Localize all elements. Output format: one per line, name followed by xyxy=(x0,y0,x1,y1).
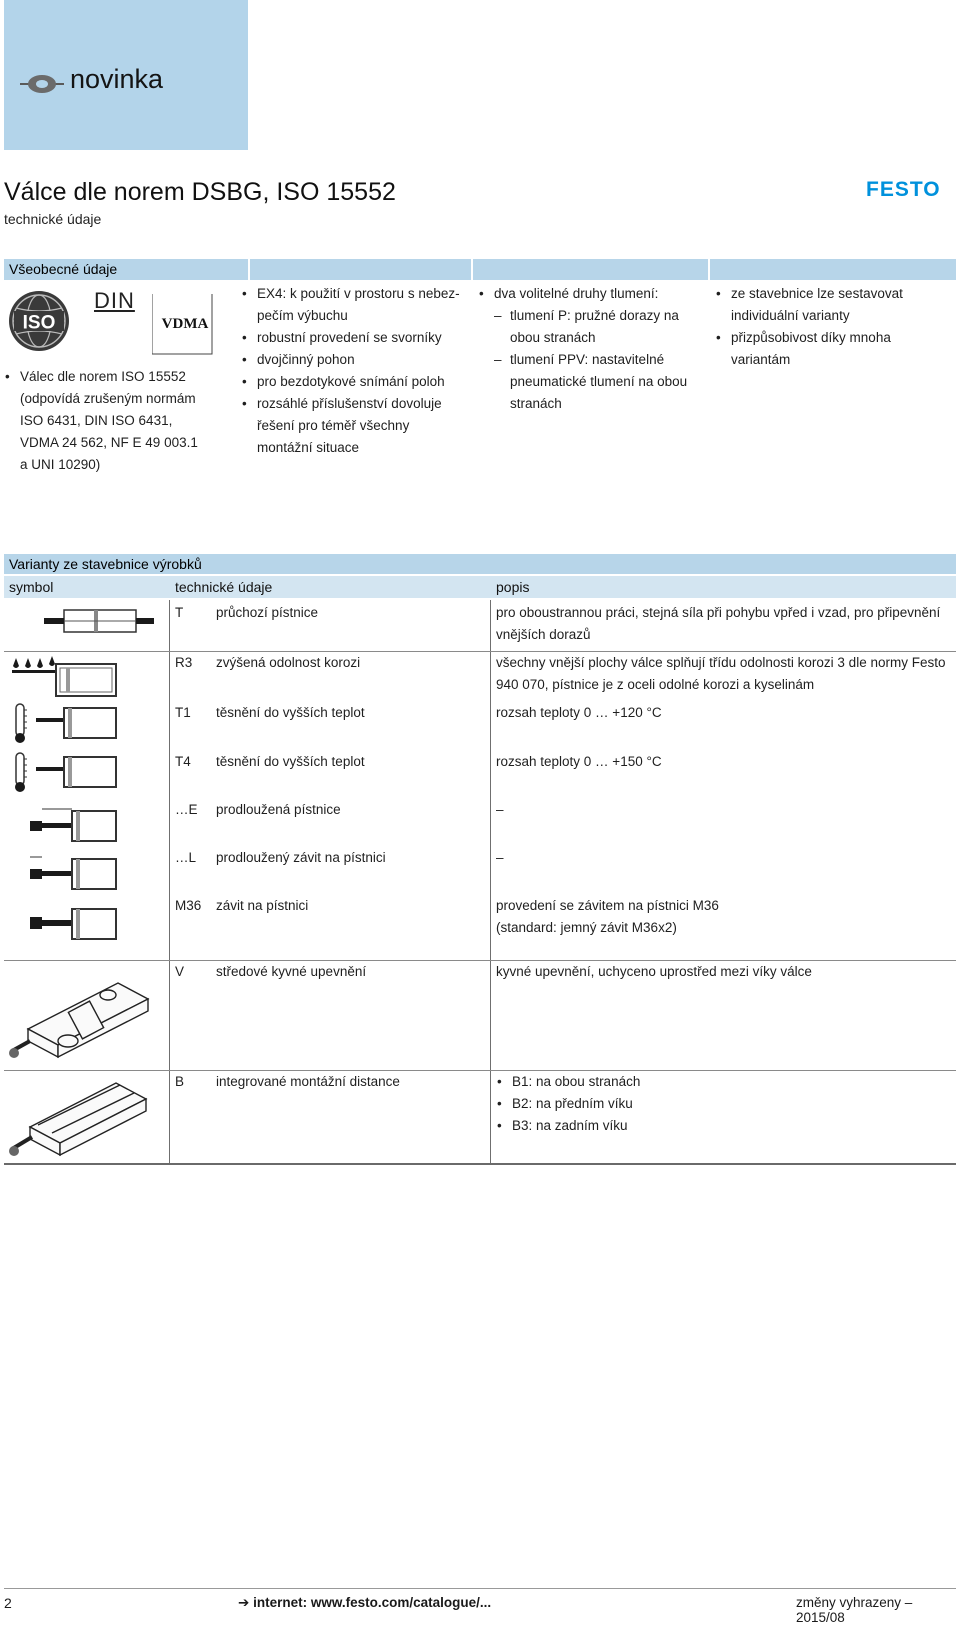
table-row xyxy=(4,652,956,702)
din-logo: DIN xyxy=(94,288,135,313)
general-col3-subitem: – tlumení P: pružné dorazy na obou stranách xyxy=(494,305,703,349)
table-row xyxy=(4,961,956,1069)
variant-code: …E xyxy=(175,802,198,817)
variant-name: prodloužený závit na pístnici xyxy=(216,850,386,865)
variant-desc: rozsah teploty 0 … +120 °C xyxy=(496,705,662,720)
through-rod-cylinder-icon xyxy=(44,608,154,634)
variant-desc: všechny vnější plochy válce splňují třídu odolnosti korozi 3 dle normy Festo 940 070, pístnice je z oceli odolné korozi a kyselinám xyxy=(496,655,946,692)
general-col1-line: a UNI 10290) xyxy=(20,457,101,472)
variant-code: M36 xyxy=(175,898,202,913)
heat-resistant-seal-icon xyxy=(10,702,120,744)
table-bottom-rule xyxy=(4,1163,956,1165)
trunnion-cylinder-image xyxy=(8,969,158,1065)
iso-logo xyxy=(8,290,70,352)
variant-desc: provedení se závitem na pístnici M36 (standard: jemný závit M36x2) xyxy=(496,898,719,935)
general-col1 xyxy=(4,366,234,476)
general-col2-item: • dvojčinný pohon xyxy=(241,349,466,371)
general-col4-item: • ze stavebnice lze sestavovat individuální varianty xyxy=(715,283,915,327)
general-col1-line: ISO 6431, DIN ISO 6431, xyxy=(20,413,173,428)
variants-section-title: Varianty ze stavebnice výrobků xyxy=(9,556,202,572)
catalogue-link-text: internet: www.festo.com/catalogue/... xyxy=(253,1595,492,1610)
variants-table-header xyxy=(4,576,956,598)
table-row xyxy=(4,702,956,750)
header-desc: popis xyxy=(496,579,530,595)
header-tech: technické údaje xyxy=(175,579,273,595)
general-col2-item: • pro bezdotykové snímání poloh xyxy=(241,371,466,393)
change-notice: změny vyhrazeny – 2015/08 xyxy=(796,1595,913,1625)
iso-logo-text: ISO xyxy=(22,312,56,334)
festo-logo-text: FESTO xyxy=(866,178,941,200)
general-col4-item: • přizpůsobivost díky mnoha variantám xyxy=(715,327,915,371)
table-row xyxy=(4,1071,956,1163)
variant-code: …L xyxy=(175,850,197,865)
page-number: 2 xyxy=(4,1595,12,1611)
variant-code: T1 xyxy=(175,705,191,720)
vdma-logo-text: VDMA xyxy=(161,316,209,332)
variant-code: B xyxy=(175,1074,185,1089)
variant-code: V xyxy=(175,964,185,979)
table-row xyxy=(4,895,956,959)
variant-name: zvýšená odolnost korozi xyxy=(216,655,361,670)
general-col2-item: • robustní provedení se svorníky xyxy=(241,327,466,349)
rod-thread-icon xyxy=(30,901,120,941)
table-row xyxy=(4,799,956,847)
variant-desc: rozsah teploty 0 … +150 °C xyxy=(496,754,662,769)
heat-resistant-seal-icon xyxy=(10,751,120,793)
bullet-icon: • xyxy=(5,369,10,384)
variant-desc: – xyxy=(496,802,504,817)
footer-rule xyxy=(4,1588,956,1589)
table-row xyxy=(4,751,956,799)
general-col3-subitem: – tlumení PPV: nastavitelné pneumatické tlumení na obou stranách xyxy=(494,349,703,415)
variant-code: R3 xyxy=(175,655,193,670)
variant-name: závit na pístnici xyxy=(216,898,309,913)
variant-name: prodloužená pístnice xyxy=(216,802,341,817)
variant-name: středové kyvné upevnění xyxy=(216,964,367,979)
general-col1-line: (odpovídá zrušeným normám xyxy=(20,391,196,406)
page-subtitle: technické údaje xyxy=(4,211,102,227)
arrow-right-icon: ➔ xyxy=(238,1595,250,1610)
general-section-title: Všeobecné údaje xyxy=(9,261,118,277)
novinka-label: novinka xyxy=(70,64,164,94)
general-col2 xyxy=(241,283,466,459)
variant-desc: – xyxy=(496,850,504,865)
extended-rod-icon xyxy=(30,803,120,843)
header-symbol: symbol xyxy=(9,579,54,595)
variant-desc: kyvné upevnění, uchyceno uprostřed mezi víky válce xyxy=(496,964,812,979)
general-col4 xyxy=(715,283,915,371)
table-row xyxy=(4,600,956,650)
table-row xyxy=(4,847,956,895)
general-col3-intro-text: dva volitelné druhy tlumení: xyxy=(494,286,659,301)
section-divider xyxy=(708,259,710,280)
section-divider xyxy=(248,259,250,280)
variant-desc-item: • B1: na obou stranách xyxy=(496,1071,951,1093)
variant-name: těsnění do vyšších teplot xyxy=(216,705,365,720)
new-product-badge-icon xyxy=(20,73,64,95)
extended-thread-icon xyxy=(30,851,120,891)
festo-logo xyxy=(866,178,956,200)
general-col1-line: VDMA 24 562, NF E 49 003.1 xyxy=(20,435,198,450)
tie-rod-cylinder-image xyxy=(8,1075,158,1161)
general-col2-item: • EX4: k použití v prostoru s nebezpečím výbuchu xyxy=(241,283,466,327)
general-col1-line: Válec dle norem ISO 15552 xyxy=(20,369,186,384)
variant-desc: pro oboustrannou práci, stejná síla při pohybu vpřed i vzad, pro připevnění vnějších dorazů xyxy=(496,605,941,642)
variant-name: integrované montážní distance xyxy=(216,1074,400,1089)
variant-code: T xyxy=(175,605,184,620)
variant-desc-item: • B2: na předním víku xyxy=(496,1093,951,1115)
general-col2-item: • rozsáhlé příslušenství dovoluje řešení pro téměř všechny montážní situace xyxy=(241,393,466,459)
page-title: Válce dle norem DSBG, ISO 15552 xyxy=(4,178,396,206)
vdma-logo xyxy=(152,294,218,360)
variant-code: T4 xyxy=(175,754,191,769)
variant-desc-list xyxy=(496,1071,951,1137)
corrosion-resistant-cylinder-icon xyxy=(10,656,120,698)
general-col3-intro xyxy=(478,283,703,415)
variant-desc-item: • B3: na zadním víku xyxy=(496,1115,951,1137)
variant-name: průchozí pístnice xyxy=(216,605,319,620)
general-col3 xyxy=(478,283,703,415)
catalogue-link[interactable] xyxy=(238,1595,491,1611)
section-divider xyxy=(471,259,473,280)
general-section-bar xyxy=(4,259,956,280)
variant-name: těsnění do vyšších teplot xyxy=(216,754,365,769)
